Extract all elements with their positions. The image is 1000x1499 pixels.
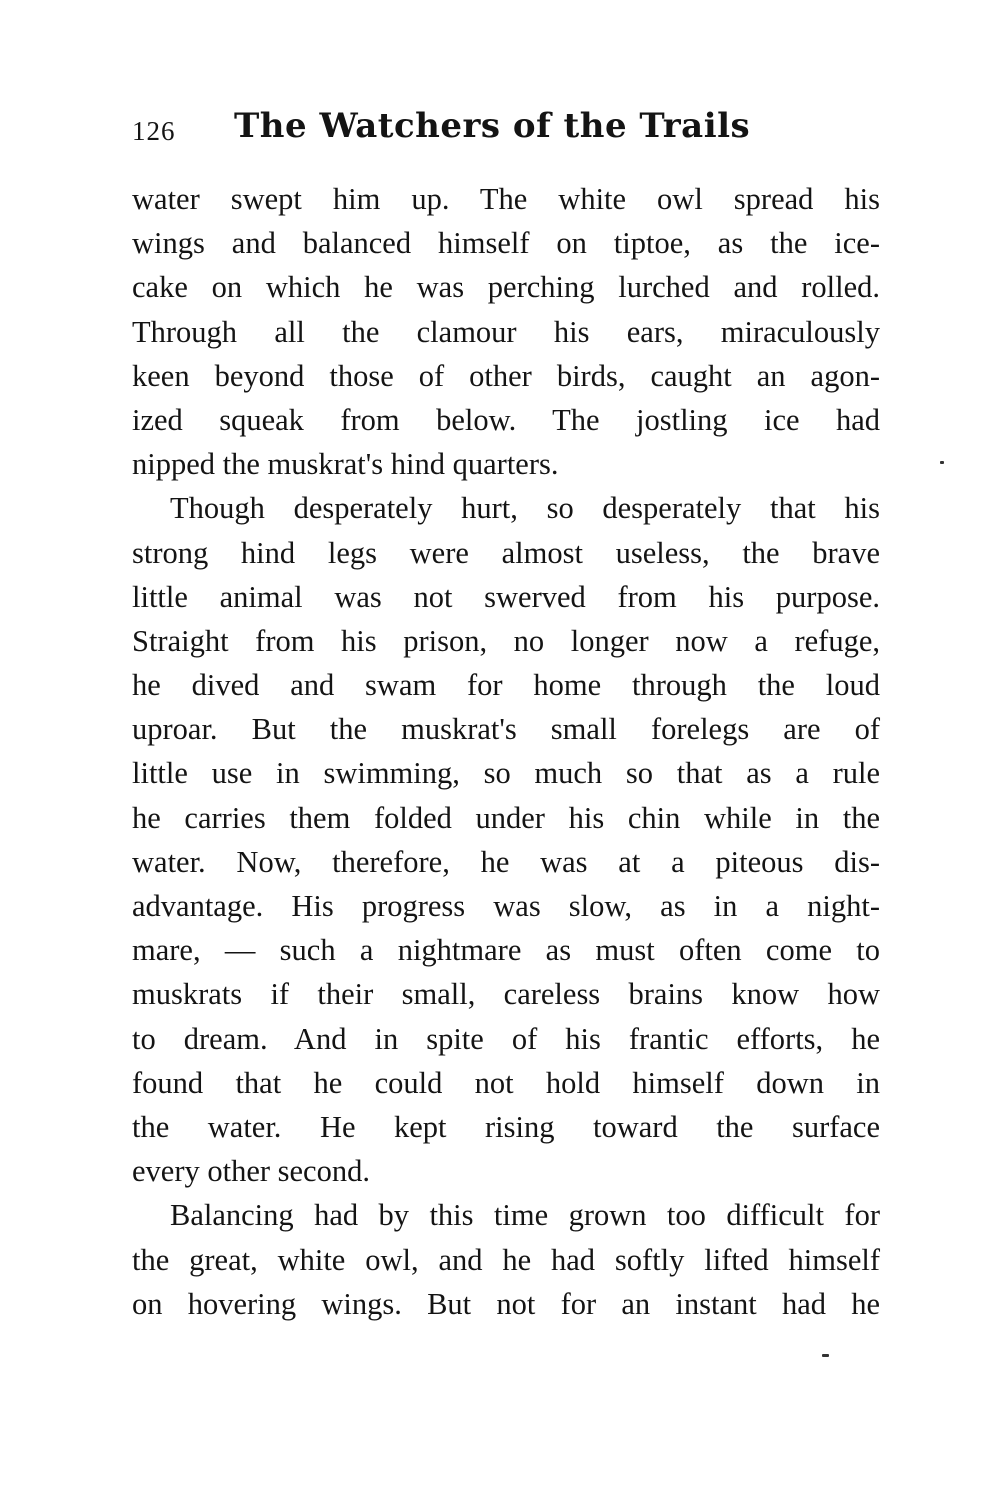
scan-speck xyxy=(940,461,944,464)
text-line: water swept him up. The white owl spread his xyxy=(132,182,880,216)
text-line: every other second. xyxy=(132,1154,370,1189)
text-line: Straight from his prison, no longer now a refuge, xyxy=(132,623,880,658)
running-title: The Watchers of the Trails xyxy=(234,106,751,146)
text-line: he dived and swam for home through the loud xyxy=(132,668,880,703)
text-line: found that he could not hold himself down in xyxy=(132,1065,880,1100)
text-line: cake on which he was perching lurched and rolled. xyxy=(132,270,880,305)
page-header xyxy=(132,106,882,152)
page-number: 126 xyxy=(132,116,176,146)
text-line: Through all the clamour his ears, miraculously xyxy=(132,314,880,349)
text-line: Balancing had by this time grown too difficult for xyxy=(170,1198,880,1233)
text-line: nipped the muskrat's hind quarters. xyxy=(132,447,559,482)
text-line: Though desperately hurt, so desperately that his xyxy=(170,491,880,526)
text-line: wings and balanced himself on tiptoe, as the ice- xyxy=(132,226,880,261)
text-line: ized squeak from below. The jostling ice had xyxy=(132,402,880,437)
text-line: the water. He kept rising toward the surface xyxy=(132,1109,880,1144)
body-text xyxy=(132,177,880,1326)
text-line: on hovering wings. But not for an instant had he xyxy=(132,1286,880,1321)
text-line: little use in swimming, so much so that as a rule xyxy=(132,756,880,791)
paragraph xyxy=(132,1193,880,1326)
paragraph xyxy=(132,486,880,1193)
text-line: water. Now, therefore, he was at a piteous dis- xyxy=(132,844,880,879)
text-line: keen beyond those of other birds, caught an agon- xyxy=(132,358,880,393)
paragraph xyxy=(132,177,880,486)
scan-speck xyxy=(822,1354,829,1357)
text-line: mare, — such a nightmare as must often come to xyxy=(132,933,880,968)
text-line: he carries them folded under his chin while in the xyxy=(132,800,880,835)
text-line: muskrats if their small, careless brains know how xyxy=(132,977,880,1012)
text-line: uproar. But the muskrat's small forelegs are of xyxy=(132,712,880,747)
text-line: to dream. And in spite of his frantic efforts, he xyxy=(132,1021,880,1056)
text-line: strong hind legs were almost useless, the brave xyxy=(132,535,880,570)
text-line: little animal was not swerved from his purpose. xyxy=(132,579,880,614)
text-line: the great, white owl, and he had softly lifted himself xyxy=(132,1242,880,1277)
text-line: advantage. His progress was slow, as in a night- xyxy=(132,889,880,923)
